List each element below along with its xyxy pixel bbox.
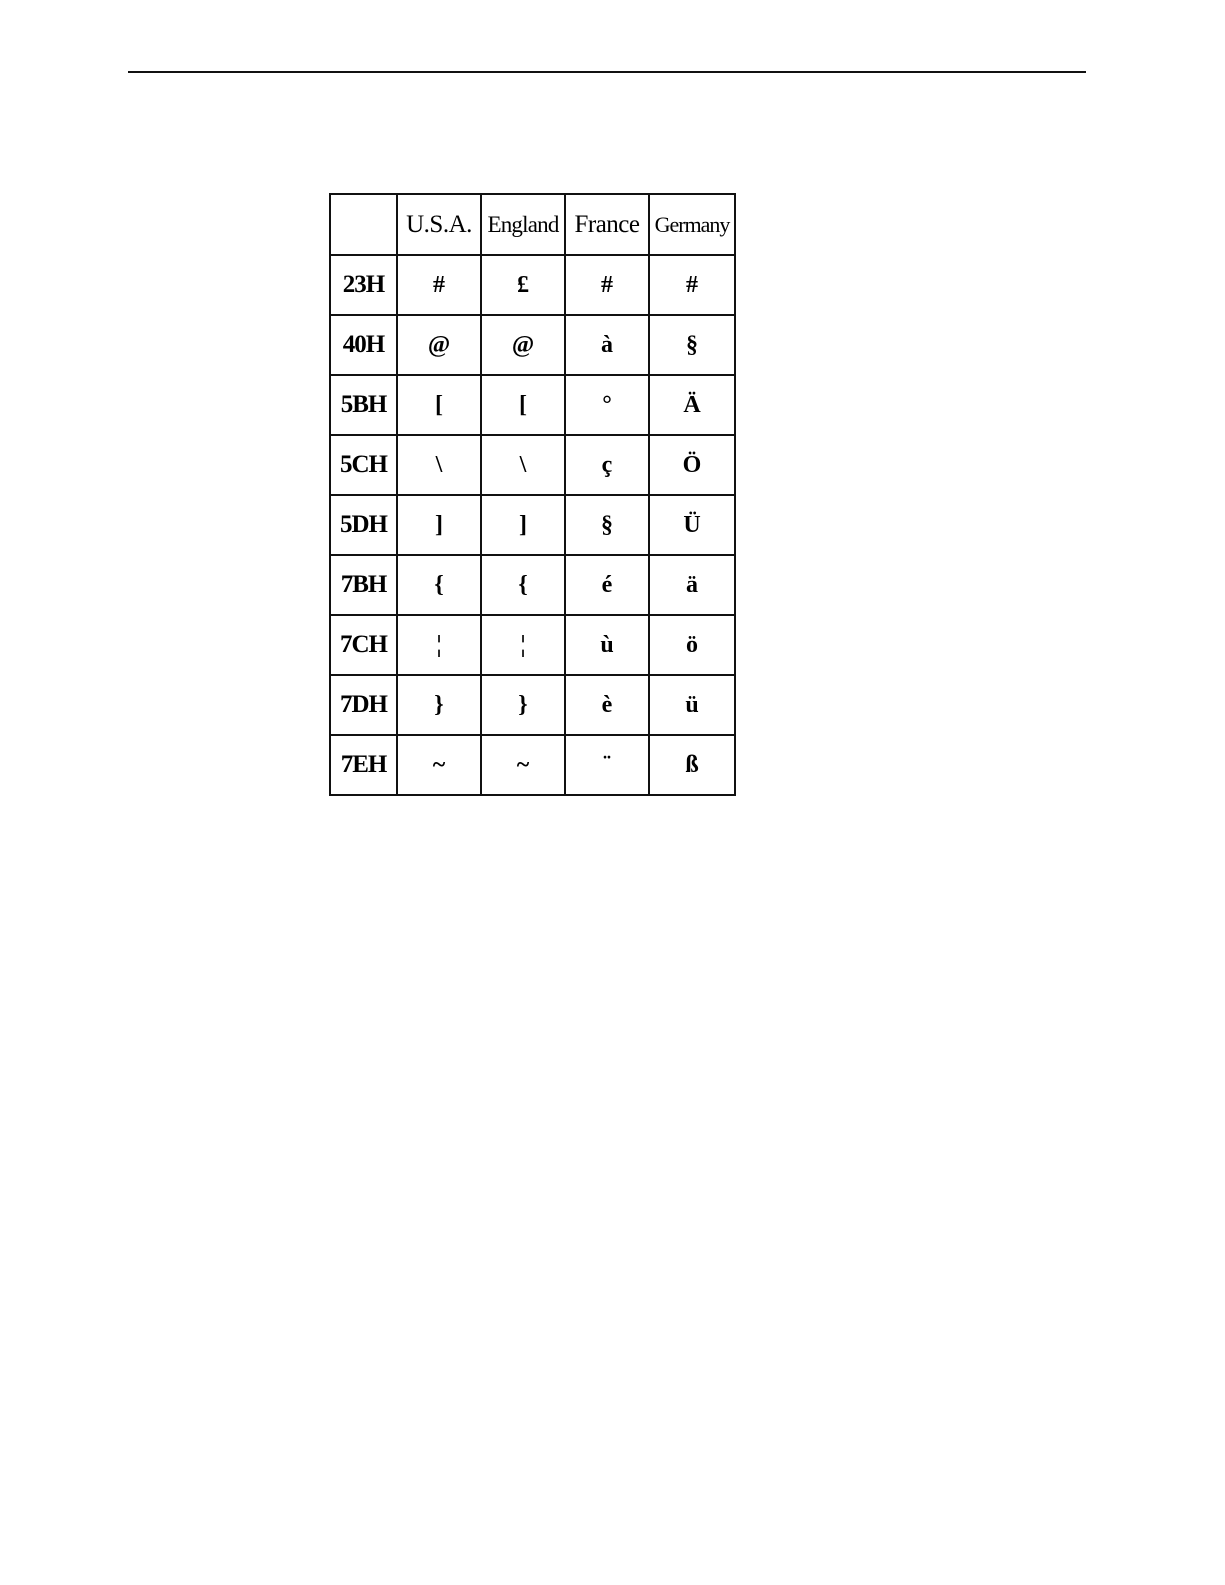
code-cell: 7EH [330, 735, 397, 795]
table-header [330, 194, 735, 255]
usa-char-cell: [ [397, 375, 481, 435]
table-row [330, 735, 735, 795]
code-cell: 5BH [330, 375, 397, 435]
table-row [330, 375, 735, 435]
germany-char-cell: ü [649, 675, 735, 735]
code-cell: 40H [330, 315, 397, 375]
table-body [330, 255, 735, 795]
header-germany: Germany [649, 194, 735, 255]
france-char-cell: ¨ [565, 735, 649, 795]
table-row [330, 615, 735, 675]
header-france: France [565, 194, 649, 255]
usa-char-cell: ~ [397, 735, 481, 795]
germany-char-cell: ä [649, 555, 735, 615]
header-england: England [481, 194, 565, 255]
france-char-cell: è [565, 675, 649, 735]
header-rule [128, 71, 1086, 73]
england-char-cell: } [481, 675, 565, 735]
code-cell: 5CH [330, 435, 397, 495]
usa-char-cell: { [397, 555, 481, 615]
england-char-cell: ¦ [481, 615, 565, 675]
usa-char-cell: \ [397, 435, 481, 495]
france-char-cell: § [565, 495, 649, 555]
germany-char-cell: § [649, 315, 735, 375]
header-corner-cell [330, 194, 397, 255]
germany-char-cell: Ä [649, 375, 735, 435]
code-cell: 5DH [330, 495, 397, 555]
table-row [330, 555, 735, 615]
england-char-cell: £ [481, 255, 565, 315]
international-character-table [329, 193, 736, 796]
table-row [330, 315, 735, 375]
france-char-cell: à [565, 315, 649, 375]
code-cell: 7DH [330, 675, 397, 735]
header-row [330, 194, 735, 255]
england-char-cell: ] [481, 495, 565, 555]
code-cell: 7CH [330, 615, 397, 675]
germany-char-cell: ö [649, 615, 735, 675]
table-row [330, 495, 735, 555]
france-char-cell: ° [565, 375, 649, 435]
code-cell: 7BH [330, 555, 397, 615]
table-row [330, 255, 735, 315]
table-row [330, 675, 735, 735]
usa-char-cell: ¦ [397, 615, 481, 675]
germany-char-cell: ß [649, 735, 735, 795]
france-char-cell: # [565, 255, 649, 315]
code-cell: 23H [330, 255, 397, 315]
france-char-cell: ç [565, 435, 649, 495]
england-char-cell: \ [481, 435, 565, 495]
england-char-cell: [ [481, 375, 565, 435]
england-char-cell: @ [481, 315, 565, 375]
usa-char-cell: # [397, 255, 481, 315]
usa-char-cell: ] [397, 495, 481, 555]
germany-char-cell: # [649, 255, 735, 315]
germany-char-cell: Ü [649, 495, 735, 555]
england-char-cell: { [481, 555, 565, 615]
france-char-cell: ù [565, 615, 649, 675]
usa-char-cell: } [397, 675, 481, 735]
table-row [330, 435, 735, 495]
germany-char-cell: Ö [649, 435, 735, 495]
header-usa: U.S.A. [397, 194, 481, 255]
usa-char-cell: @ [397, 315, 481, 375]
england-char-cell: ~ [481, 735, 565, 795]
france-char-cell: é [565, 555, 649, 615]
